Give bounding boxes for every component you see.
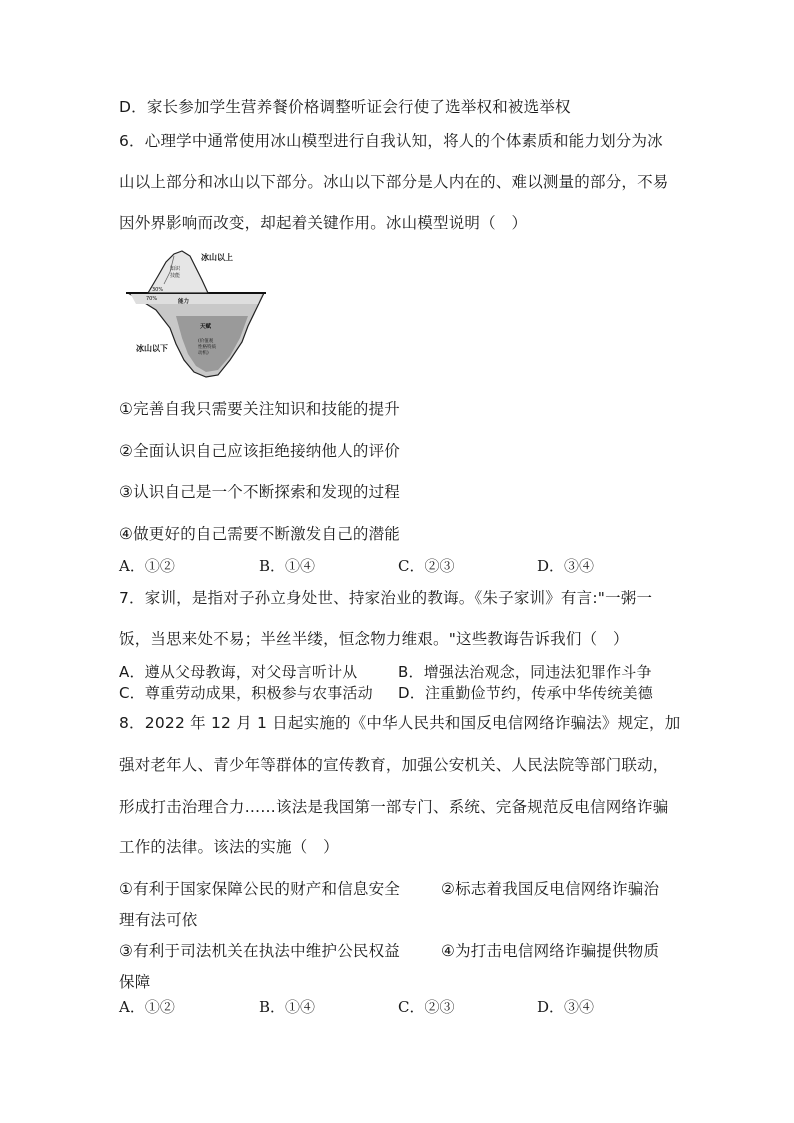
label-above-water: 冰山以上	[201, 253, 233, 262]
q8-statement-1: ①有利于国家保障公民的财产和信息安全	[119, 880, 400, 898]
q6-choice-d: D．③④	[537, 557, 595, 575]
q6-stem-line-2: 山以上部分和冰山以下部分。冰山以下部分是人内在的、难以测量的部分，不易	[119, 173, 669, 191]
q6-choice-a: A．①②	[119, 557, 175, 575]
q8-statement-3: ③有利于司法机关在执法中维护公民权益	[119, 942, 400, 960]
q7-stem-line-1: 7．家训，是指对子孙立身处世、持家治业的教诲。《朱子家训》有言:"一粥一	[119, 589, 653, 607]
q8-stem-line-4: 工作的法律。该法的实施（ ）	[119, 838, 339, 856]
label-below-water: 冰山以下	[136, 344, 168, 353]
q8-choice-d: D．③④	[537, 998, 595, 1016]
label-talent: 天赋	[200, 324, 212, 330]
q7-option-c: C．尊重劳动成果，积极参与农事活动	[119, 684, 373, 702]
q6-stem-line-1: 6．心理学中通常使用冰山模型进行自我认知，将人的个体素质和能力划分为冰	[119, 132, 663, 150]
q8-stem-line-1: 8．2022 年 12 月 1 日起实施的《中华人民共和国反电信网络诈骗法》规定，加	[119, 714, 681, 732]
q6-statement-4: ④做更好的自己需要不断激发自己的潜能	[119, 525, 400, 543]
q7-option-b: B．增强法治观念，同违法犯罪作斗争	[398, 663, 652, 681]
label-skills: 技能	[170, 273, 181, 279]
q8-stem-line-2: 强对老年人、青少年等群体的宣传教育，加强公安机关、人民法院等部门联动，	[119, 756, 669, 774]
q8-statement-4: ④为打击电信网络诈骗提供物质	[441, 942, 660, 960]
label-values: (价值观	[198, 339, 214, 344]
q8-choice-a: A．①②	[119, 998, 175, 1016]
q6-statement-1: ①完善自我只需要关注知识和技能的提升	[119, 400, 400, 418]
q6-statement-2: ②全面认识自己应该拒绝接纳他人的评价	[119, 442, 400, 460]
q6-choice-b: B．①④	[259, 557, 316, 575]
label-30-percent: 30%	[152, 287, 164, 293]
label-motivation: 动机)	[198, 351, 209, 356]
q7-option-d: D．注重勤俭节约，传承中华传统美德	[398, 684, 653, 702]
q6-statement-3: ③认识自己是一个不断探索和发现的过程	[119, 483, 400, 501]
q6-choice-c: C．②③	[398, 557, 455, 575]
q7-stem-line-2: 饭，当思来处不易；半丝半缕，恒念物力维艰。"这些教诲告诉我们（ ）	[119, 630, 629, 648]
q8-choice-b: B．①④	[259, 998, 316, 1016]
q8-stem-line-3: 形成打击治理合力……该法是我国第一部专门、系统、完备规范反电信网络诈骗	[119, 798, 669, 816]
q5-option-d: D．家长参加学生营养餐价格调整听证会行使了选举权和被选举权	[119, 98, 571, 116]
q7-option-a: A．遵从父母教诲，对父母言听计从	[119, 663, 358, 681]
q8-statement-2: ②标志着我国反电信网络诈骗治	[441, 880, 660, 898]
q6-stem-line-3: 因外界影响而改变，却起着关键作用。冰山模型说明（ ）	[119, 214, 528, 232]
q8-choice-c: C．②③	[398, 998, 455, 1016]
label-knowledge: 知识	[170, 266, 181, 272]
label-70-percent: 70%	[146, 296, 158, 302]
label-ability: 能力	[178, 299, 190, 305]
label-traits: 性格特质	[198, 345, 216, 350]
q8-statement-4-cont: 保障	[119, 973, 151, 991]
iceberg-model-figure	[126, 248, 266, 380]
q8-statement-2-cont: 理有法可依	[119, 911, 198, 929]
